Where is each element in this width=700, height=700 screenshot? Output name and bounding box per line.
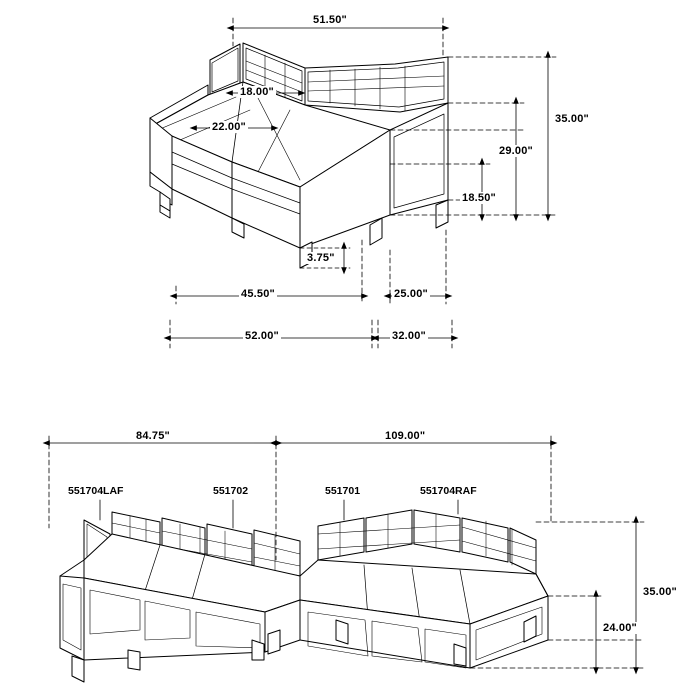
dim-right-section-width: 109.00": [385, 430, 426, 442]
dim-leg-height: 3.75": [307, 252, 335, 264]
dim-back-cushion-height: 18.00": [240, 86, 274, 98]
sectional-illustration: [60, 510, 548, 682]
dim-arm-height: 18.50": [462, 192, 496, 204]
dim-width-top: 51.50": [313, 14, 347, 26]
part-number-laf: 551704LAF: [68, 485, 124, 497]
dim-back-height: 29.00": [499, 145, 533, 157]
dim-overall-height-top: 35.00": [555, 113, 589, 125]
dim-left-section-width: 84.75": [136, 430, 170, 442]
dim-seat-depth: 25.00": [394, 288, 428, 300]
dim-sectional-seat-height: 24.00": [603, 622, 637, 634]
part-number-raf: 551704RAF: [420, 485, 477, 497]
part-number-corner: 551701: [325, 485, 361, 497]
dim-overall-width: 52.00": [245, 330, 279, 342]
dim-seat-width: 45.50": [241, 288, 275, 300]
loveseat-illustration: [150, 43, 448, 268]
dim-seat-cushion-depth: 22.00": [212, 121, 246, 133]
dim-sectional-overall-height: 35.00": [643, 586, 677, 598]
part-number-armless: 551702: [213, 485, 249, 497]
dim-overall-depth: 32.00": [392, 330, 426, 342]
